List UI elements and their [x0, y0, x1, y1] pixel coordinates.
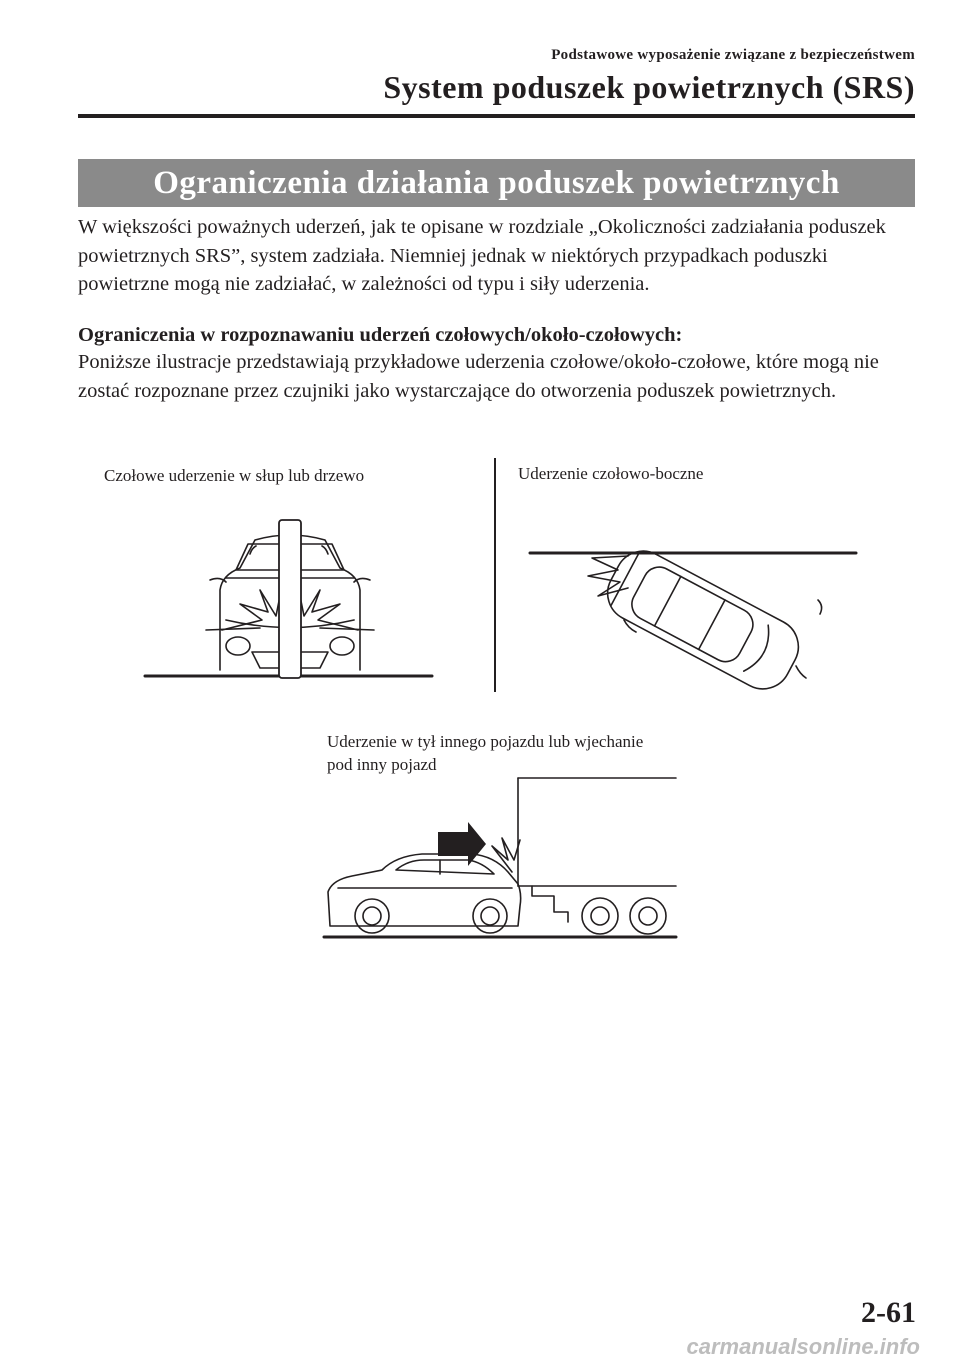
subsection-heading: Ograniczenia w rozpoznawaniu uderzeń czołowych/około-czołowych: [78, 324, 683, 346]
page-number: 2-61 [861, 1296, 916, 1329]
offset-impact-caption: Uderzenie czołowo-boczne [518, 464, 704, 483]
running-header-subtitle: Podstawowe wyposażenie związane z bezpieczeństwem [551, 47, 915, 63]
watermark: carmanualsonline.info [686, 1334, 920, 1359]
offset-impact-illustration [528, 536, 858, 686]
subsection-paragraph: Poniższe ilustracje przedstawiają przykładowe uderzenia czołowe/około-czołowe, które mogą nie zostać rozpoznane przez czujniki jako wystarczające do otworzenia poduszek powietrznych. [78, 351, 879, 402]
underride-impact-illustration [322, 776, 678, 942]
section-title: Ograniczenia działania poduszek powietrznych [153, 165, 840, 201]
pole-impact-caption: Czołowe uderzenie w słup lub drzewo [104, 466, 365, 485]
underride-impact-caption: Uderzenie w tył innego pojazdu lub wjechanie pod inny pojazd [327, 732, 644, 774]
pole-impact-illustration [140, 520, 440, 685]
intro-paragraph: W większości poważnych uderzeń, jak te opisane w rozdziale „Okoliczności zadziałania poduszek powietrznych SRS”, system zadziała. Niemniej jednak w niektórych przypadkach poduszki powietrzne mogą nie zadziałać, w zależności od typu i siły uderzenia. [78, 216, 886, 295]
running-header-title: System poduszek powietrznych (SRS) [383, 69, 915, 105]
header-rule [78, 114, 915, 118]
figure-divider [494, 458, 496, 692]
